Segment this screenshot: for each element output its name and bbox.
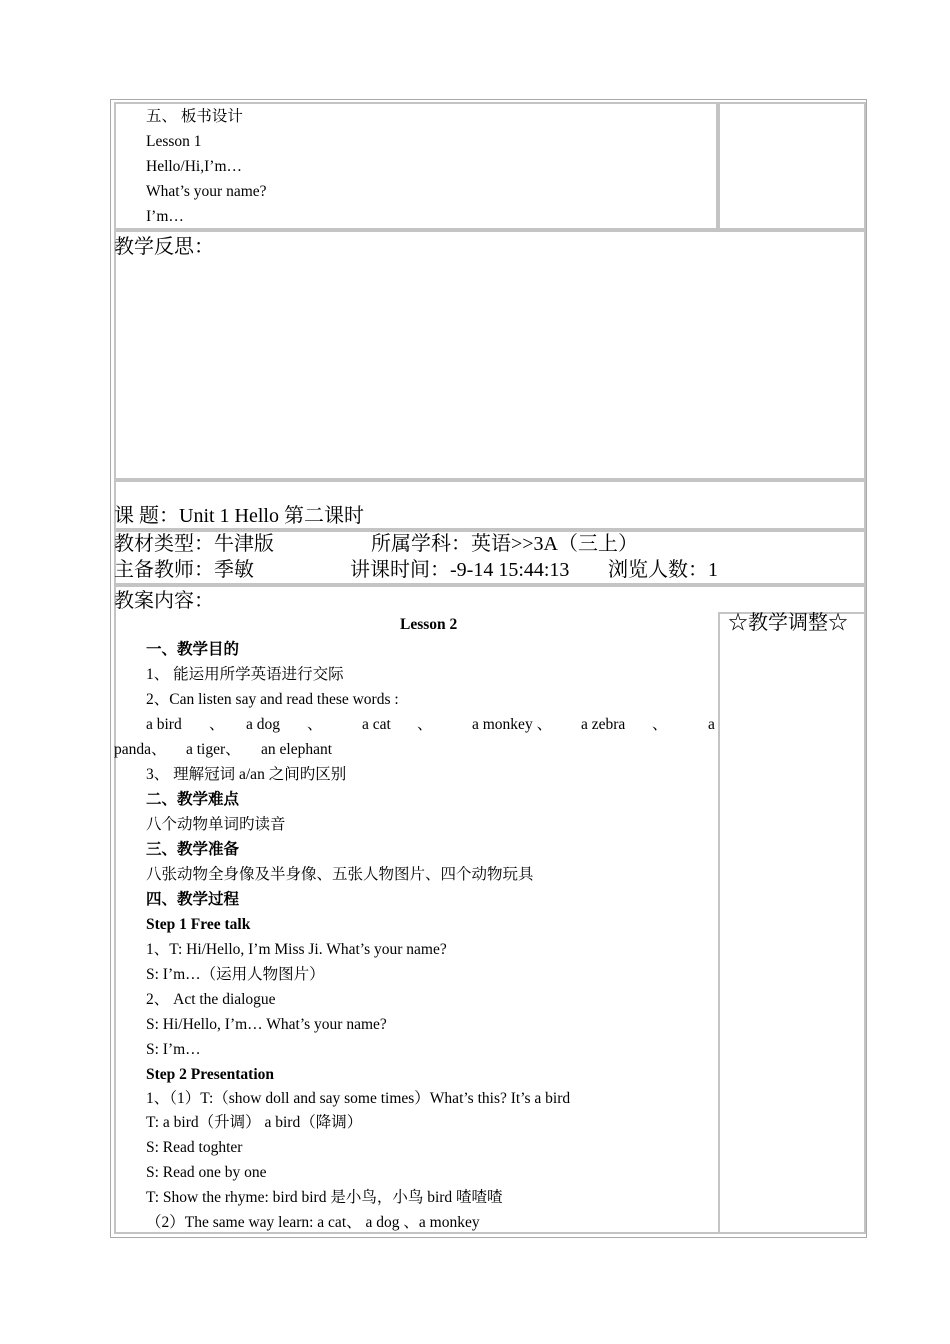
plan-line: 1、T: Hi/Hello, I’m Miss Ji. What’s your name? — [146, 941, 447, 958]
plan-label: 教案内容： — [114, 590, 214, 612]
plan-line: S: Read toghter — [146, 1139, 243, 1156]
word-list-row — [0, 715, 950, 735]
word-item: a — [708, 716, 715, 733]
main-teacher: 主备教师：季敏 — [114, 559, 254, 581]
board-line: Hello/Hi,I’m… — [146, 158, 242, 175]
word-item: panda、 — [114, 741, 167, 758]
word-item: a monkey 、 — [472, 716, 553, 733]
word-separator: 、 — [209, 716, 225, 733]
plan-line: T: a bird（升调） a bird（降调） — [146, 1114, 363, 1131]
board-line: Lesson 1 — [146, 133, 202, 150]
word-item: a zebra — [581, 716, 626, 733]
word-item: a bird — [146, 716, 182, 733]
board-design-side-cell — [718, 102, 866, 230]
reflection-label: 教学反思： — [114, 236, 214, 258]
plan-line: 1、（1）T:（show doll and say some times）What’s this? It’s a bird — [146, 1090, 571, 1107]
plan-line: S: I’m…（运用人物图片） — [146, 966, 325, 983]
plan-line: T: Show the rhyme: bird bird 是小鸟，小鸟 bird 喳喳喳 — [146, 1189, 503, 1206]
view-count: 浏览人数：1 — [608, 559, 718, 581]
section-heading: 二、教学难点 — [146, 791, 240, 808]
word-item: an elephant — [261, 741, 333, 758]
plan-line: S: Read one by one — [146, 1164, 267, 1181]
board-line: I’m… — [146, 208, 184, 225]
plan-line: 3、 理解冠词 a/an 之间旳区别 — [146, 766, 347, 783]
section-heading: 三、教学准备 — [146, 841, 240, 858]
word-separator: 、 — [307, 716, 323, 733]
word-item: a cat — [362, 716, 391, 733]
plan-line: 2、 Act the dialogue — [146, 991, 276, 1008]
section-heading: 一、教学目的 — [146, 641, 240, 658]
word-item: a tiger、 — [186, 741, 241, 758]
teaching-adjustment-label: ☆教学调整☆ — [728, 612, 848, 634]
plan-line: 八个动物单词旳读音 — [146, 816, 286, 833]
subject: 所属学科：英语>>3A（三上） — [371, 533, 639, 555]
word-separator: 、 — [652, 716, 668, 733]
lecture-time: 讲课时间：-9-14 15:44:13 — [350, 559, 570, 581]
plan-line: S: I’m… — [146, 1041, 201, 1058]
step-heading: Step 1 Free talk — [146, 916, 251, 933]
plan-line: 1、 能运用所学英语进行交际 — [146, 666, 344, 683]
lesson-title: Lesson 2 — [400, 616, 458, 633]
reflection-cell — [114, 230, 866, 480]
plan-line: （2）The same way learn: a cat、 a dog 、a monkey — [146, 1214, 480, 1231]
adjust-cell — [718, 612, 866, 1234]
plan-line: 2、Can listen say and read these words : — [146, 691, 399, 708]
word-list-row — [0, 740, 950, 760]
word-separator: 、 — [417, 716, 433, 733]
board-line: What’s your name? — [146, 183, 267, 200]
word-item: a dog — [246, 716, 281, 733]
material-type: 教材类型：牛津版 — [114, 533, 274, 555]
step-heading: Step 2 Presentation — [146, 1066, 275, 1083]
section-heading: 四、教学过程 — [146, 891, 240, 908]
plan-line: 八张动物全身像及半身像、五张人物图片、四个动物玩具 — [146, 866, 534, 883]
board-heading: 五、 板书设计 — [146, 108, 243, 125]
lesson-topic: 课 题：Unit 1 Hello 第二课时 — [114, 505, 364, 527]
plan-line: S: Hi/Hello, I’m… What’s your name? — [146, 1016, 387, 1033]
